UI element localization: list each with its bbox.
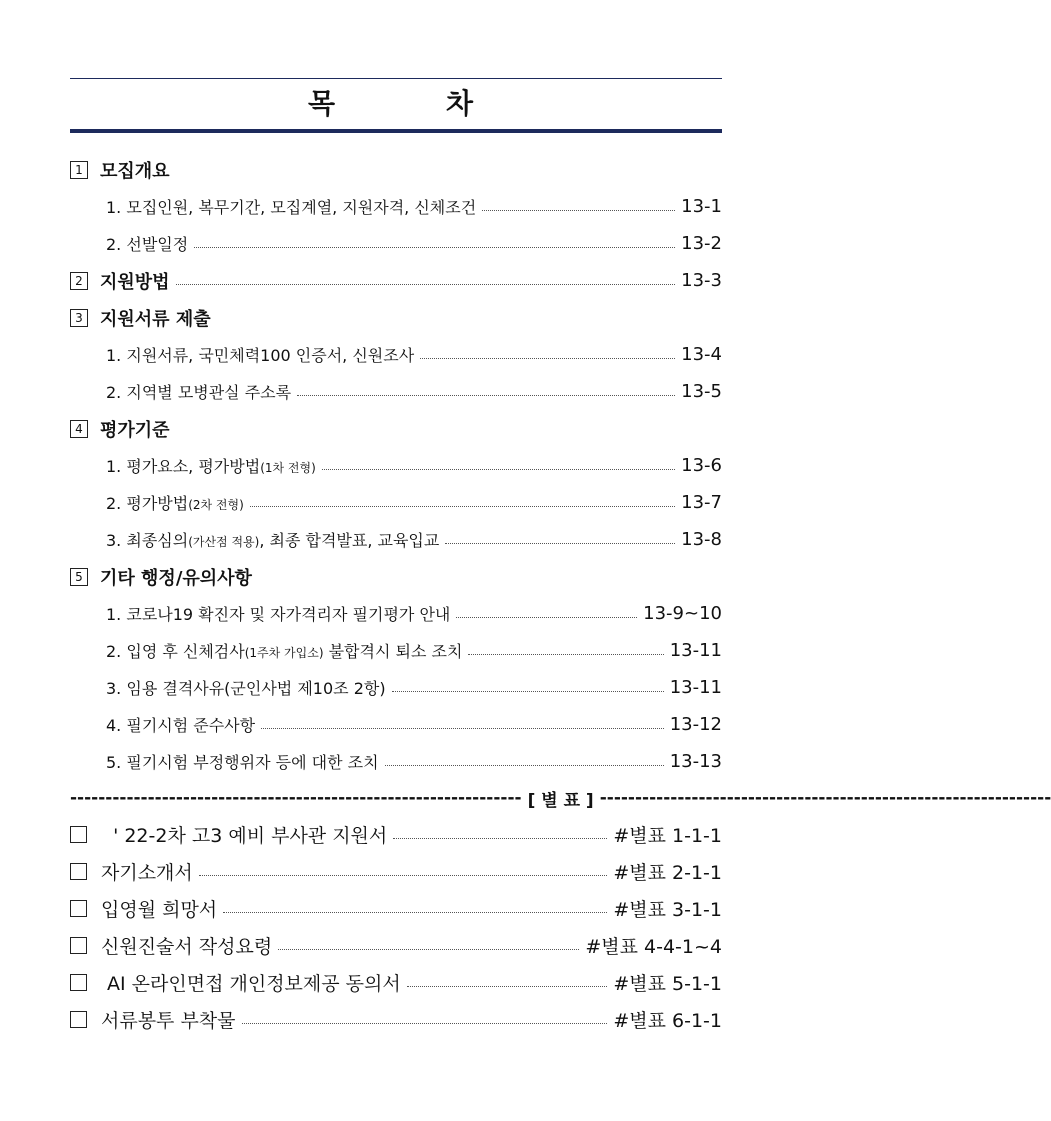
item-number: 2. — [106, 642, 122, 661]
item-label — [106, 195, 476, 218]
leader-dots — [322, 469, 675, 470]
toc-item — [70, 669, 722, 706]
toc-section-5 — [70, 558, 722, 595]
toc-item — [70, 225, 722, 262]
toc-list — [70, 151, 722, 780]
attachment-item — [70, 816, 722, 853]
attachment-ref: #별표 5-1-1 — [613, 973, 722, 995]
attachment-ref: #별표 6-1-1 — [613, 1010, 722, 1032]
item-text: 선발일정 — [126, 235, 189, 254]
item-text: 입영 후 신체검사 — [126, 642, 245, 661]
page-number: 13-11 — [669, 640, 722, 661]
item-label — [106, 343, 414, 366]
leader-dots — [407, 986, 608, 987]
page-title — [70, 79, 722, 129]
section-number-box: 4 — [70, 420, 88, 438]
item-text-continued: , 최종 합격발표, 교육입교 — [259, 531, 440, 550]
leader-dots — [242, 1023, 608, 1024]
item-note: (2차 전형) — [188, 498, 244, 512]
toc-item — [70, 595, 722, 632]
checkbox-icon — [70, 900, 87, 917]
attachment-item — [70, 1001, 722, 1038]
attachment-item — [70, 853, 722, 890]
checkbox-icon — [70, 937, 87, 954]
title-left-char: 목 — [308, 87, 338, 120]
leader-dots — [278, 949, 579, 950]
checkbox-icon — [70, 974, 87, 991]
section-number-box: 1 — [70, 161, 88, 179]
page-number: 13-1 — [681, 196, 722, 217]
item-label — [106, 602, 450, 625]
leader-dots — [420, 358, 675, 359]
toc-item — [70, 521, 722, 558]
item-text: 임용 결격사유(군인사법 제10조 2항) — [126, 679, 386, 698]
item-number: 3. — [106, 531, 122, 550]
item-number: 2. — [106, 383, 122, 402]
item-text: 평가방법 — [126, 494, 189, 513]
section-number-box: 3 — [70, 309, 88, 327]
leader-dots — [456, 617, 637, 618]
item-number: 5. — [106, 753, 122, 772]
leader-dots — [250, 506, 675, 507]
leader-dots — [392, 691, 664, 692]
item-label — [106, 713, 255, 736]
item-text: 평가요소, 평가방법 — [126, 457, 261, 476]
toc-section-1 — [70, 151, 722, 188]
item-number: 2. — [106, 494, 122, 513]
checkbox-icon — [70, 863, 87, 880]
toc-item — [70, 743, 722, 780]
leader-dots — [468, 654, 663, 655]
page-number: 13-13 — [669, 751, 722, 772]
section-title: 모집개요 — [100, 160, 170, 182]
section-title: 평가기준 — [100, 419, 170, 441]
page-number: 13-6 — [681, 455, 722, 476]
checkbox-icon — [70, 826, 87, 843]
item-text: 지원서류, 국민체력100 인증서, 신원조사 — [126, 346, 415, 365]
divider-label: [ 별 표 ] — [527, 790, 594, 811]
item-number: 1. — [106, 346, 122, 365]
item-text: 모집인원, 복무기간, 모집계열, 지원자격, 신체조건 — [126, 198, 477, 217]
leader-dots — [482, 210, 675, 211]
toc-item — [70, 706, 722, 743]
item-text-continued: 불합격시 퇴소 조치 — [323, 642, 463, 661]
item-text: 필기시험 준수사항 — [126, 716, 256, 735]
page-number: 13-3 — [681, 270, 722, 291]
page-number: 13-8 — [681, 529, 722, 550]
page-number: 13-5 — [681, 381, 722, 402]
item-text: 코로나19 확진자 및 자가격리자 필기평가 안내 — [126, 605, 451, 624]
attachment-ref: #별표 1-1-1 — [613, 825, 722, 847]
item-number: 3. — [106, 679, 122, 698]
item-text: 최종심의 — [126, 531, 189, 550]
toc-item — [70, 373, 722, 410]
item-text: 필기시험 부정행위자 등에 대한 조치 — [126, 753, 379, 772]
toc-item — [70, 447, 722, 484]
item-label — [106, 491, 244, 514]
attachment-item — [70, 927, 722, 964]
item-text: 지역별 모병관실 주소록 — [126, 383, 292, 402]
item-label — [106, 454, 316, 477]
toc-item — [70, 188, 722, 225]
toc-section-4 — [70, 410, 722, 447]
page-number: 13-12 — [669, 714, 722, 735]
item-number: 1. — [106, 198, 122, 217]
leader-dots — [199, 875, 608, 876]
section-title: 지원서류 제출 — [100, 308, 211, 330]
page-number: 13-2 — [681, 233, 722, 254]
leader-dots — [385, 765, 664, 766]
attachment-item — [70, 890, 722, 927]
leader-dots — [223, 912, 607, 913]
item-note: (가산점 적용) — [188, 535, 260, 549]
title-bottom-rule — [70, 129, 722, 133]
item-label — [106, 676, 386, 699]
item-label — [106, 639, 462, 662]
attachment-ref: #별표 4-4-1~4 — [585, 936, 722, 958]
attachment-item — [70, 964, 722, 1001]
checkbox-icon — [70, 1011, 87, 1028]
toc-item — [70, 336, 722, 373]
divider-right-dashes: ---------------------------------------------------------------- — [599, 788, 1051, 808]
item-label — [106, 528, 439, 551]
item-label — [106, 380, 291, 403]
page-number: 13-7 — [681, 492, 722, 513]
page-number: 13-11 — [669, 677, 722, 698]
item-number: 1. — [106, 605, 122, 624]
toc-item — [70, 484, 722, 521]
toc-section-2 — [70, 262, 722, 299]
section-title: 지원방법 — [100, 271, 170, 293]
attachment-label: 신원진술서 작성요령 — [101, 936, 273, 958]
item-note: (1주차 가입소) — [244, 646, 324, 660]
leader-dots — [194, 247, 675, 248]
attachment-label: 입영월 희망서 — [101, 899, 218, 921]
item-note: (1차 전형) — [260, 461, 316, 475]
item-number: 4. — [106, 716, 122, 735]
section-title: 기타 행정/유의사항 — [100, 567, 252, 589]
attachment-label: 서류봉투 부착물 — [101, 1010, 236, 1032]
divider-left-dashes: ---------------------------------------------------------------- — [70, 788, 522, 808]
page-number: 13-4 — [681, 344, 722, 365]
attachment-ref: #별표 2-1-1 — [613, 862, 722, 884]
page-number: 13-9~10 — [643, 603, 722, 624]
section-number-box: 2 — [70, 272, 88, 290]
title-right-char: 차 — [446, 87, 476, 120]
item-number: 1. — [106, 457, 122, 476]
leader-dots — [393, 838, 607, 839]
toc-page — [70, 78, 1051, 1038]
item-number: 2. — [106, 235, 122, 254]
attachment-list — [70, 816, 722, 1038]
item-label — [106, 750, 379, 773]
section-number-box: 5 — [70, 568, 88, 586]
leader-dots — [297, 395, 675, 396]
leader-dots — [261, 728, 664, 729]
leader-dots — [445, 543, 675, 544]
attachment-ref: #별표 3-1-1 — [613, 899, 722, 921]
attachment-label: ' 22-2차 고3 예비 부사관 지원서 — [101, 825, 388, 847]
attachment-label: 자기소개서 — [101, 862, 193, 884]
attachment-label: AI 온라인면접 개인정보제공 동의서 — [101, 973, 401, 995]
leader-dots — [176, 284, 676, 285]
toc-section-3 — [70, 299, 722, 336]
item-label — [106, 232, 188, 255]
toc-item — [70, 632, 722, 669]
attachment-divider — [70, 780, 1051, 816]
